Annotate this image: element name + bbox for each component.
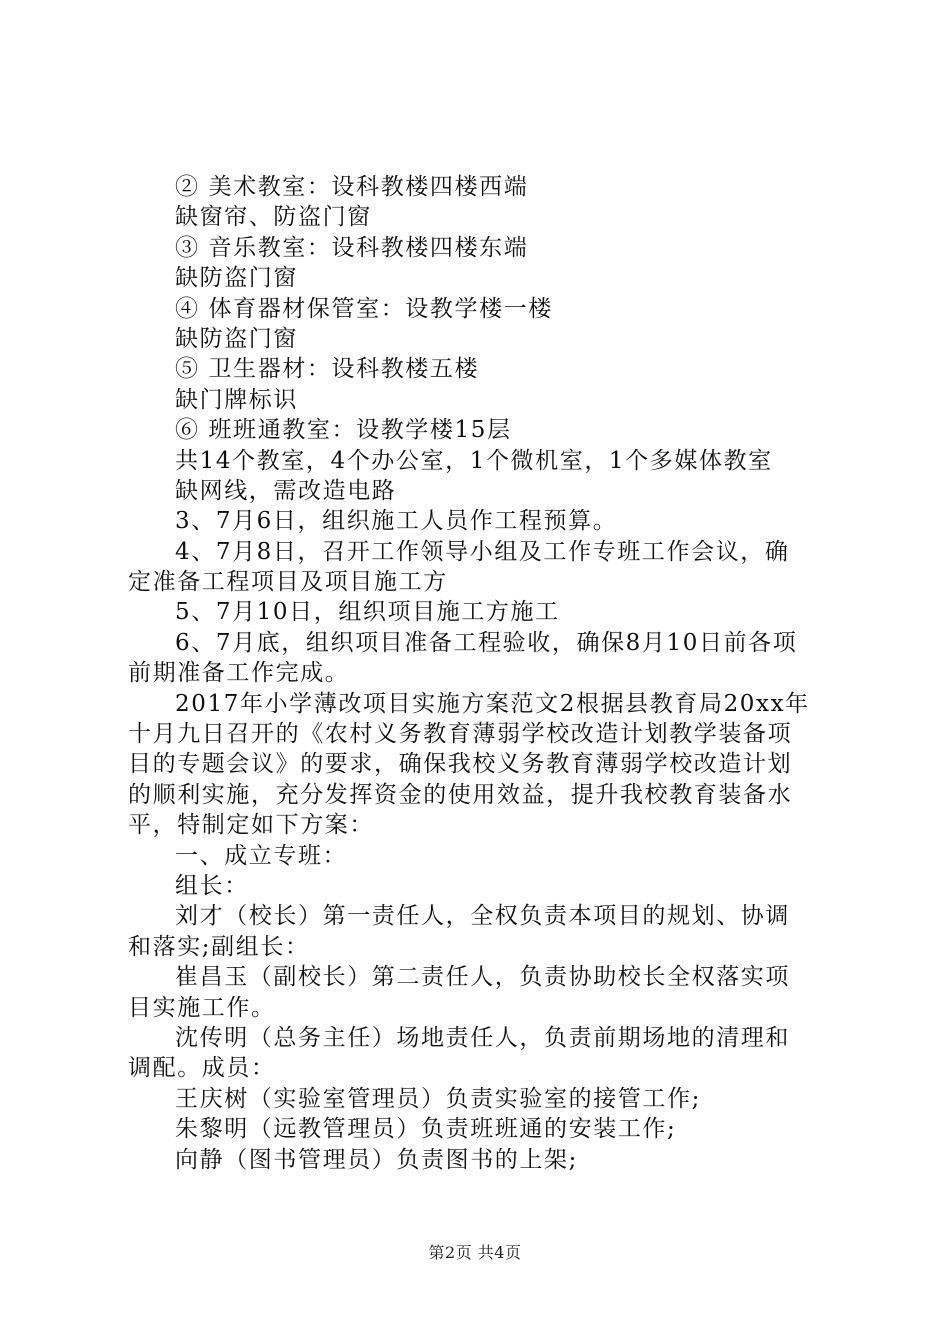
text-line: 共14个教室，4个办公室，1个微机室，1个多媒体教室 <box>175 447 773 474</box>
text-line: 4、7月8日，召开工作领导小组及工作专班工作会议，确 <box>175 538 790 565</box>
text-line: 向静（图书管理员）负责图书的上架; <box>175 1146 578 1173</box>
text-line: 调配。成员： <box>128 1055 276 1082</box>
text-line: 缺网线，需改造电路 <box>175 477 397 504</box>
document-body <box>128 172 833 1175</box>
text-line: 沈传明（总务主任）场地责任人，负责前期场地的清理和 <box>175 1024 790 1051</box>
text-line: 朱黎明（远教管理员）负责班班通的安装工作; <box>175 1116 677 1143</box>
text-line: 3、7月6日，组织施工人员作工程预算。 <box>175 508 618 535</box>
text-line: 和落实;副组长： <box>128 933 310 960</box>
text-line: 缺门牌标识 <box>175 386 298 413</box>
text-line: 缺防盗门窗 <box>175 265 298 292</box>
text-line: 前期准备工作完成。 <box>128 660 350 687</box>
text-line: 的顺利实施，充分发挥资金的使用效益，提升我校教育装备水 <box>128 781 793 808</box>
text-line: 一、成立专班： <box>175 842 348 869</box>
text-line: 刘才（校长）第一责任人，全权负责本项目的规划、协调 <box>175 903 790 930</box>
text-line: ④ 体育器材保管室：设教学楼一楼 <box>175 295 553 322</box>
text-line: 组长： <box>175 872 249 899</box>
text-line: 6、7月底，组织项目准备工程验收，确保8月10日前各项 <box>175 629 798 656</box>
text-line: 5、7月10日，组织项目施工方施工 <box>175 599 560 626</box>
text-line: 十月九日召开的《农村义务教育薄弱学校改造计划教学装备项 <box>128 721 793 748</box>
text-line: 缺防盗门窗 <box>175 325 298 352</box>
text-line: ③ 音乐教室：设科教楼四楼东端 <box>175 234 529 261</box>
text-line: ⑥ 班班通教室：设教学楼15层 <box>175 417 512 444</box>
text-line: 目实施工作。 <box>128 994 276 1021</box>
text-line: ⑤ 卫生器材：设科教楼五楼 <box>175 356 480 383</box>
text-line: 王庆树（实验室管理员）负责实验室的接管工作; <box>175 1085 701 1112</box>
text-line: 平，特制定如下方案： <box>128 812 374 839</box>
text-line: ② 美术教室：设科教楼四楼西端 <box>175 174 529 200</box>
page-footer: 第2页 共4页 <box>428 1243 522 1262</box>
text-line: 缺窗帘、防盗门窗 <box>175 204 372 231</box>
text-line: 崔昌玉（副校长）第二责任人，负责协助校长全权落实项 <box>175 964 790 991</box>
text-line: 定准备工程项目及项目施工方 <box>128 569 448 596</box>
text-line: 2017年小学薄改项目实施方案范文2根据县教育局20xx年 <box>175 690 810 717</box>
text-line: 目的专题会议》的要求，确保我校义务教育薄弱学校改造计划 <box>128 751 793 778</box>
